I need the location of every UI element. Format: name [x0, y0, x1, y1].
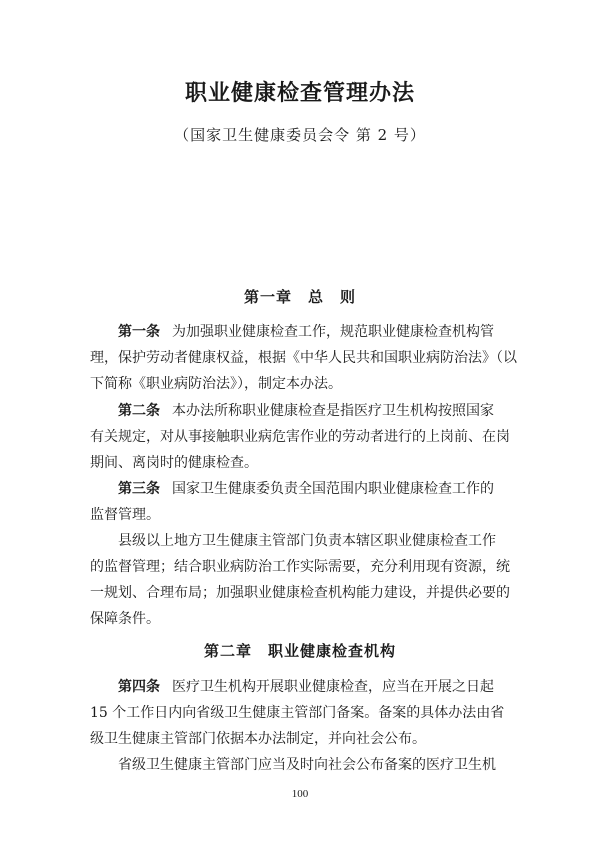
article-4-line-1: 第四条 医疗卫生机构开展职业健康检查，应当在开展之日起 [118, 679, 494, 695]
chapter-2-title: 职业健康检查机构 [268, 642, 397, 660]
article-3-para-2-line-2: 的监督管理；结合职业病防治工作实际需要，充分利用现有资源，统 [90, 559, 510, 575]
article-4-line-3: 级卫生健康主管部门依据本办法制定，并向社会公布。 [90, 731, 426, 747]
article-3-para-2-line-4: 保障条件。 [90, 611, 160, 627]
chapter-2-heading [0, 640, 600, 661]
article-3-para-2-line-3: 一规划、合理布局；加强职业健康检查机构能力建设，并提供必要的 [90, 585, 510, 601]
article-3-label: 第三条 [118, 481, 160, 497]
article-2-line-3: 期间、离岗时的健康检查。 [90, 455, 258, 471]
chapter-1-heading [0, 286, 600, 307]
article-3-para-2-line-1: 县级以上地方卫生健康主管部门负责本辖区职业健康检查工作 [118, 533, 496, 549]
article-1-line-3: 下简称《职业病防治法》），制定本办法。 [90, 376, 342, 392]
chapter-1-label: 第一章 [243, 288, 292, 306]
page-number: 100 [291, 788, 309, 800]
document-subtitle: （国家卫生健康委员会令 第 2 号） [174, 126, 426, 144]
article-2-label: 第二条 [118, 403, 160, 419]
chapter-2-label: 第二章 [203, 642, 252, 660]
article-4-para-2-line-1: 省级卫生健康主管部门应当及时向社会公布备案的医疗卫生机 [118, 757, 496, 773]
article-4-line-2: 15 个工作日内向省级卫生健康主管部门备案。备案的具体办法由省 [90, 705, 505, 721]
article-1-line-2: 理，保护劳动者健康权益，根据《中华人民共和国职业病防治法》（以 [90, 350, 517, 366]
document-title: 职业健康检查管理办法 [184, 81, 415, 106]
chapter-1-title: 总 则 [308, 288, 357, 306]
article-3-line-1: 第三条 国家卫生健康委负责全国范围内职业健康检查工作的 [118, 481, 494, 497]
article-2-line-1: 第二条 本办法所称职业健康检查是指医疗卫生机构按照国家 [118, 403, 494, 419]
article-4-label: 第四条 [118, 679, 160, 695]
article-1-line-1: 第一条 为加强职业健康检查工作，规范职业健康检查机构管 [118, 324, 494, 340]
article-2-line-2: 有关规定，对从事接触职业病危害作业的劳动者进行的上岗前、在岗 [90, 429, 510, 445]
article-3-line-2: 监督管理。 [90, 507, 160, 523]
article-1-label: 第一条 [118, 324, 160, 340]
